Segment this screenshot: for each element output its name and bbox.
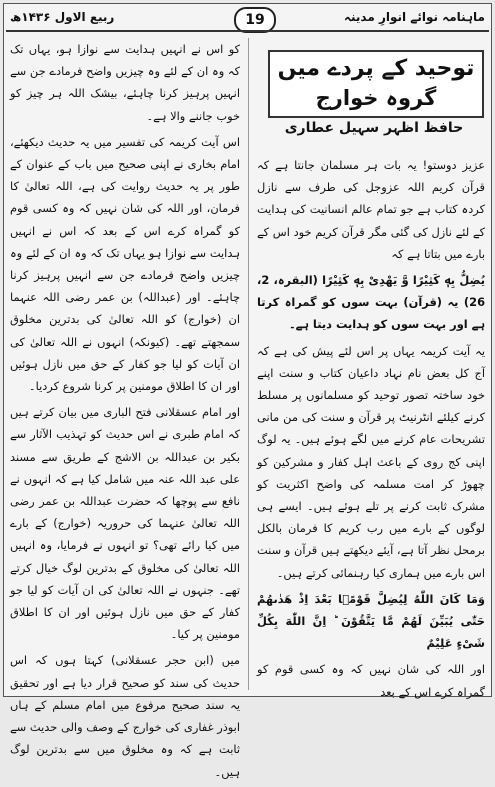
header-date: ربیع الاول ۱۴۳۶ھ — [10, 10, 115, 24]
magazine-name: ماہنامہ نوائے انوارِ مدینہ — [343, 10, 485, 24]
page-number: 19 — [234, 7, 276, 33]
column-divider — [248, 38, 249, 690]
paragraph: میں (ابن حجر عسقلانی) کہتا ہوں کہ اس حدیث کی سند کو صحیح قرار دیا ہے اور تحقیق یہ سند صحیح مرفوع میں امام مسلم کے ہاں ابوذر غفاری کی خوارج کے وصف والی حدیث سے ثابت ہے کہ وہ مخلوق میں سے بدترین لوگ ہیں۔ — [10, 653, 240, 779]
paragraph: عزیز دوستو! یہ بات ہر مسلمان جانتا ہے کہ قرآن کریم اللہ عزوجل کی طرف سے نازل کردہ کتاب ہے جو تمام عالم انسانیت کی ہدایت کے لئے نازل کی گئی مگر قرآن کریم خود اس کے بارے میں بتاتا ہے کہ — [257, 158, 485, 261]
paragraph: کو اس نے انہیں ہدایت سے نوازا ہو، یہاں تک کہ وہ ان کے لئے وہ چیزیں واضح فرمادے جن سے انہیں پرہیز کرنا چاہئے، بیشک اللہ ہر چیز کو خوب جاننے والا ہے۔ — [10, 42, 240, 123]
header-rule — [6, 30, 489, 32]
paragraph: یہ آیت کریمہ یہاں پر اس لئے پیش کی ہے کہ آج کل بعض نام نہاد داعیان کتاب و سنت اپنے خود ساختہ تصور توحید کو مسلمانوں پر مسلط کرنے کیلئے انٹرنیٹ پر قرآن و سنت کی من مانی تشریحات عام کرنے میں لگے ہوئے ہیں۔ یہ لوگ اپنی کج روی کے باعث اہل کفار و مشرکین کو چھوڑ کر امت مسلمہ کی واضح اکثریت کو مشرک ثابت کرنے پر تلے ہوئے ہیں۔ ایسے ہی لوگوں کے بارے میں رب کریم کا فرمان بالکل برمحل نظر آتا ہے، آیئے دیکھتے ہیں قرآن و سنت اس بارے میں ہماری کیا رہنمائی کرتے ہیں۔ — [257, 343, 485, 580]
title-line-2: گروہ خوارج — [315, 86, 437, 110]
quran-verse: یُضِلُّ بِهٖ كَثِیْرًا وَّ یَهْدِیْ بِهٖ كَثِیْرًا (البقرہ، 2، 26) یہ (قرآن) بہت سوں کو گمراہ کرتا ہے اور بہت سوں کو ہدایت دیتا ہے۔ — [257, 273, 485, 332]
paragraph: اور امام عسقلانی فتح الباری میں بیان کرتے ہیں کہ امام طبری نے اس حدیث کو تہذیب الآثار سے بکیر بن عبداللہ بن الاشج کے طریق سے مسند علی عبد اللہ عنہ میں شامل کیا ہے کہ انہوں نے نافع سے پوچھا کہ حضرت عبداللہ بن عمر رضی اللہ تعالیٰ عنہما کی حروریہ (خوارج) کے بارے میں کیا رائے تھی؟ تو انہوں نے فرمایا، وہ انہیں اللہ تعالیٰ کی مخلوق کے بدترین لوگ خیال کرتے تھے۔ جنہوں نے اللہ تعالیٰ کی ان آیات کو لیا جو کفار کے حق میں نازل ہوئیں اور ان کا اطلاق مومنین پر کیا۔ — [10, 405, 240, 642]
article-title — [268, 50, 484, 118]
paragraph: اور اللہ کی شان نہیں کہ وہ کسی قوم کو گمراہ کرے اس کے بعد — [257, 662, 485, 699]
left-column — [10, 38, 240, 787]
paragraph: اس آیت کریمہ کی تفسیر میں یہ حدیث دیکھئے، امام بخاری نے اپنی صحیح میں باب کے عنوان کے طور پر یہ حدیث روایت کی ہے، اللہ تعالیٰ کا فرمان، اور اللہ کی شان نہیں کہ وہ کسی قوم کو گمراہ کرے اس کے بعد کہ اس نے انہیں ہدایت سے نوازا ہو یہاں تک کہ وہ ان کے لئے وہ چیزیں واضح فرمادے جن سے انہیں پرہیز کرنا چاہئے۔ اور (عبداللہ) بن عمر رضی اللہ عنہما ان (خوارج) کو اللہ تعالیٰ کی بدترین مخلوق سمجھتے تھے۔ (کیونکہ) انہوں نے اللہ تعالیٰ کی ان آیات کو لیا جو کفار کے حق میں نازل ہوئیں اور ان کا اطلاق مومنین پر کرنا شروع کردیا۔ — [10, 134, 240, 394]
author-name: حافظ اظہر سہیل عطاری — [284, 120, 464, 136]
page-header — [6, 6, 489, 32]
title-line-1: توحید کے پردے میں — [277, 56, 475, 81]
right-column — [257, 154, 485, 707]
quran-verse: وَمَا كَانَ اللّٰهُ لِیُضِلَّ قَوْمًۢا بَعْدَ اِذْ هَدٰىهُمْ حَتّٰى یُبَیِّنَ لَهُمْ مَّا یَتَّقُوْنَ ؕ اِنَّ اللّٰهَ بِكُلِّ شَیْءٍ عَلِیْمٌ — [257, 591, 485, 651]
